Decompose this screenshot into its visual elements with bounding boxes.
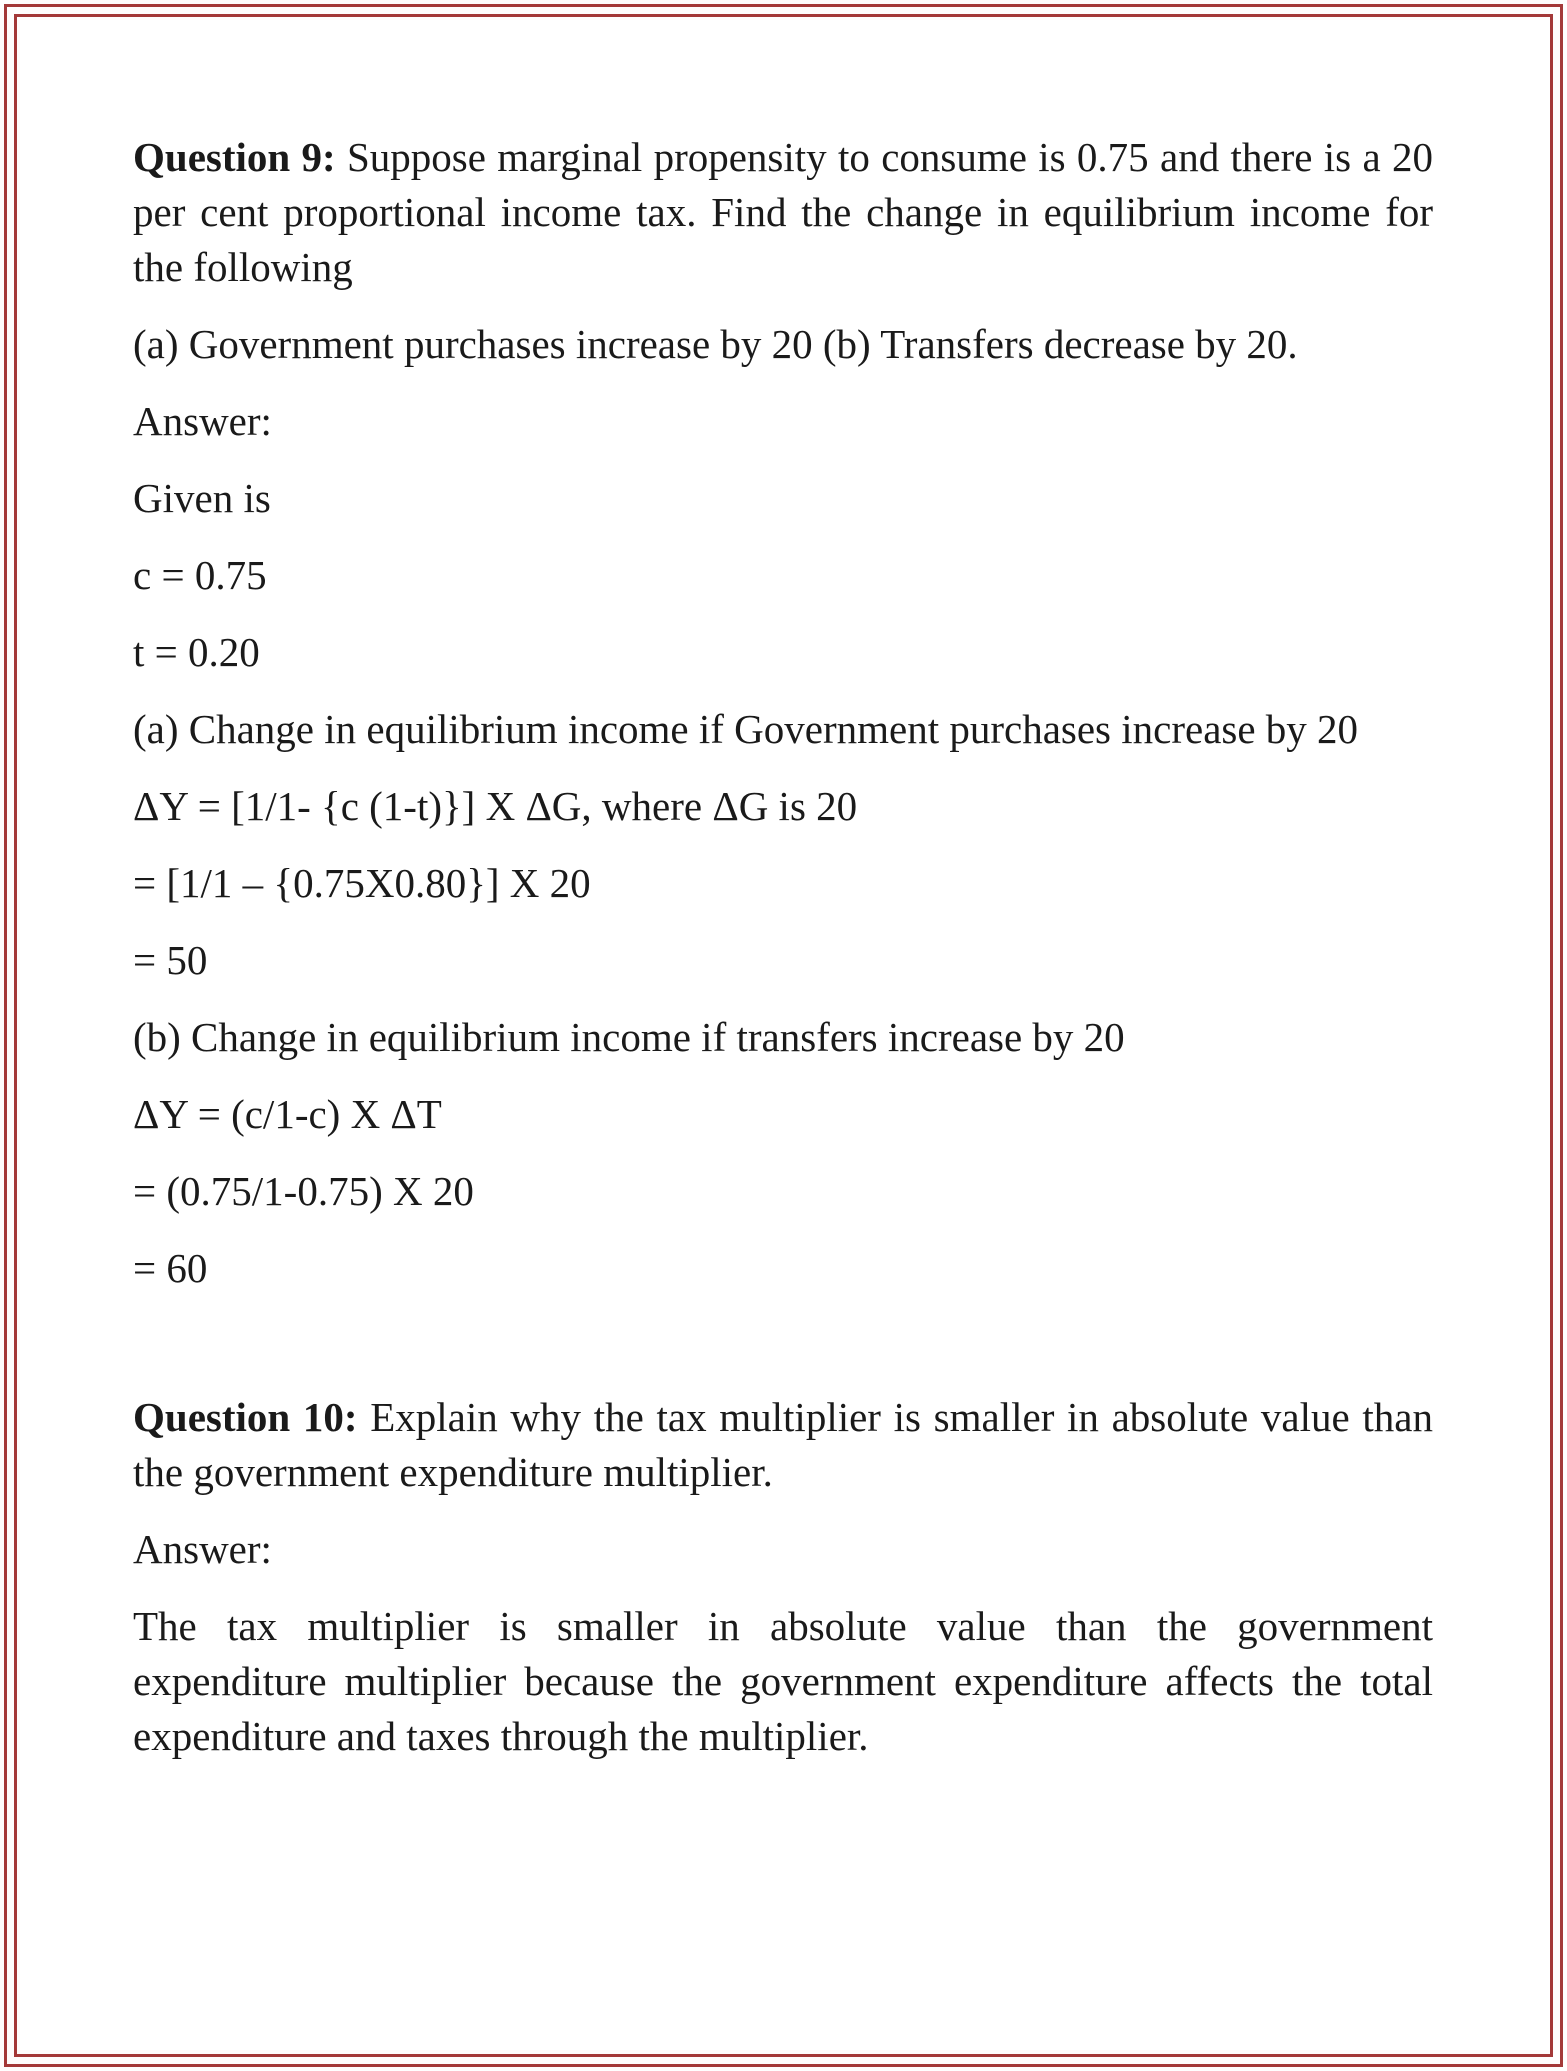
section-spacer xyxy=(133,1318,1433,1390)
question-10-label: Question 10: xyxy=(133,1394,358,1440)
question-9-parts: (a) Government purchases increase by 20 (b) Transfers decrease by 20. xyxy=(133,321,1298,367)
answer-line: = [1/1 – {0.75X0.80}] X 20 xyxy=(133,860,591,906)
answer-line: = 50 xyxy=(133,937,208,983)
answer-line: = 60 xyxy=(133,1245,208,1291)
answer-line: (b) Change in equilibrium income if transfers increase by 20 xyxy=(133,1014,1125,1060)
question-9-label: Question 9: xyxy=(133,134,336,180)
answer-line: t = 0.20 xyxy=(133,629,260,675)
question-9-text: Suppose marginal propensity to consume is 0.75 and there is a 20 per cent proportional income tax. Find the change in equilibrium income for the following xyxy=(133,134,1433,290)
answer-line: = (0.75/1-0.75) X 20 xyxy=(133,1168,474,1214)
question-10-answer-label: Answer: xyxy=(133,1526,272,1572)
answer-line: (a) Change in equilibrium income if Government purchases increase by 20 xyxy=(133,706,1359,752)
answer-line: Given is xyxy=(133,475,271,521)
question-9-prompt xyxy=(133,130,1433,295)
question-10-text: Explain why the tax multiplier is smaller in absolute value than the government expenditure multiplier. xyxy=(133,1394,1433,1495)
question-9-answer-label: Answer: xyxy=(133,398,272,444)
answer-line: c = 0.75 xyxy=(133,552,267,598)
question-10-answer: The tax multiplier is smaller in absolute value than the government expenditure multiplier because the government expenditure affects the total expenditure and taxes through the multiplier. xyxy=(133,1603,1433,1759)
answer-line: ΔY = [1/1- {c (1-t)}] X ΔG, where ΔG is 20 xyxy=(133,783,858,829)
question-10-prompt xyxy=(133,1390,1433,1500)
answer-line: ΔY = (c/1-c) X ΔT xyxy=(133,1091,442,1137)
document-body xyxy=(133,130,1433,1786)
